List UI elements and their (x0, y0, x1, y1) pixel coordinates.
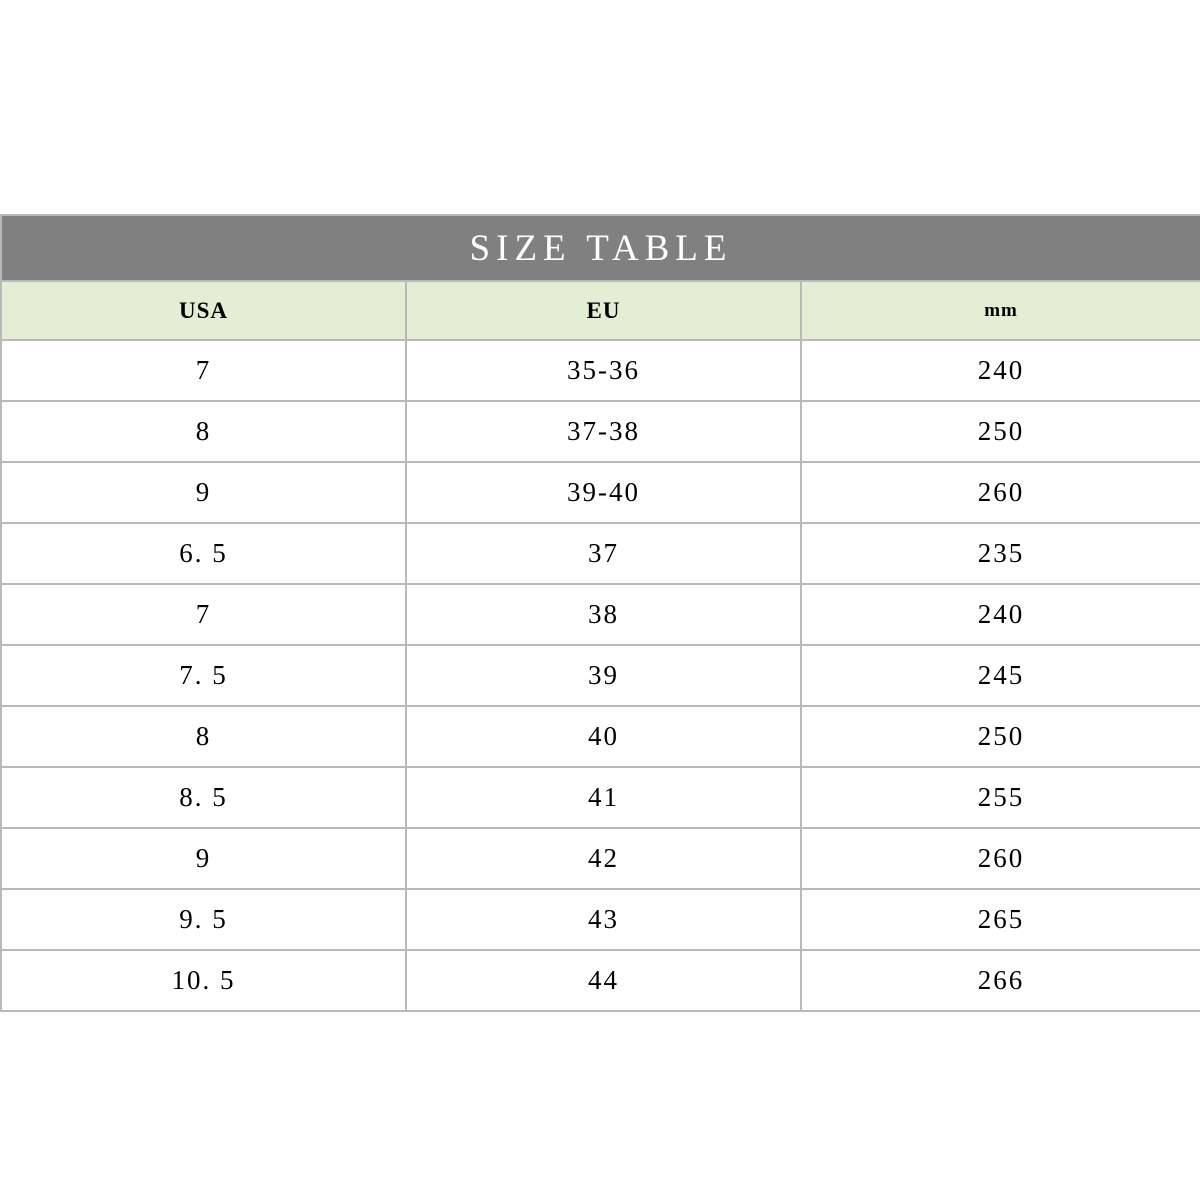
cell-eu: 44 (406, 950, 801, 1011)
cell-mm: 265 (801, 889, 1200, 950)
cell-usa: 8. 5 (1, 767, 406, 828)
table-title-row (1, 215, 1200, 281)
size-table-container (0, 214, 1200, 1012)
cell-usa: 7 (1, 584, 406, 645)
table-header-row (1, 281, 1200, 340)
table-row (1, 584, 1200, 645)
table-row (1, 767, 1200, 828)
cell-usa: 7 (1, 340, 406, 401)
cell-usa: 8 (1, 706, 406, 767)
table-row (1, 523, 1200, 584)
table-row (1, 462, 1200, 523)
cell-mm: 235 (801, 523, 1200, 584)
cell-eu: 41 (406, 767, 801, 828)
column-header-eu: EU (406, 281, 801, 340)
cell-eu: 42 (406, 828, 801, 889)
cell-mm: 260 (801, 828, 1200, 889)
cell-usa: 9 (1, 828, 406, 889)
cell-usa: 9. 5 (1, 889, 406, 950)
cell-mm: 240 (801, 340, 1200, 401)
cell-usa: 8 (1, 401, 406, 462)
cell-usa: 10. 5 (1, 950, 406, 1011)
table-row (1, 950, 1200, 1011)
size-table (0, 214, 1200, 1012)
cell-eu: 37 (406, 523, 801, 584)
cell-eu: 35-36 (406, 340, 801, 401)
cell-eu: 40 (406, 706, 801, 767)
table-row (1, 828, 1200, 889)
table-row (1, 401, 1200, 462)
cell-mm: 245 (801, 645, 1200, 706)
table-row (1, 645, 1200, 706)
column-header-usa: USA (1, 281, 406, 340)
cell-mm: 250 (801, 401, 1200, 462)
cell-mm: 255 (801, 767, 1200, 828)
table-row (1, 706, 1200, 767)
column-header-mm: mm (801, 281, 1200, 340)
cell-eu: 43 (406, 889, 801, 950)
cell-mm: 250 (801, 706, 1200, 767)
table-row (1, 340, 1200, 401)
table-row (1, 889, 1200, 950)
cell-usa: 7. 5 (1, 645, 406, 706)
cell-eu: 39 (406, 645, 801, 706)
cell-eu: 39-40 (406, 462, 801, 523)
cell-mm: 240 (801, 584, 1200, 645)
cell-mm: 266 (801, 950, 1200, 1011)
cell-eu: 37-38 (406, 401, 801, 462)
cell-eu: 38 (406, 584, 801, 645)
cell-mm: 260 (801, 462, 1200, 523)
cell-usa: 6. 5 (1, 523, 406, 584)
table-title: SIZE TABLE (1, 215, 1200, 281)
cell-usa: 9 (1, 462, 406, 523)
